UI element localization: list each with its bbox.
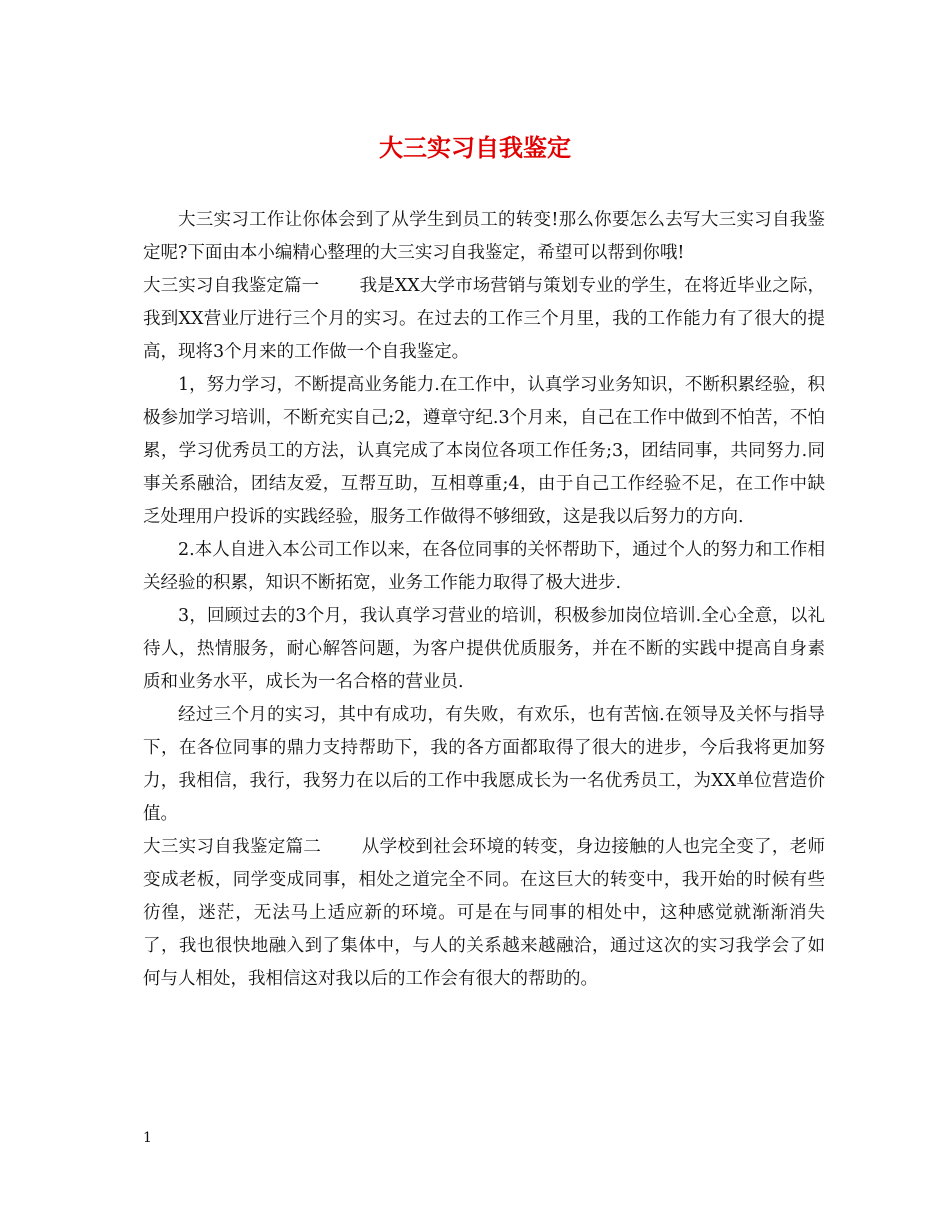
section-two-lead-paragraph: [143, 831, 825, 996]
section-one-lead-text: 我是XX大学市场营销与策划专业的学生，在将近毕业之际，我到XX营业厅进行三个月的实习。在过去的工作三个月里，我的工作能力有了很大的提高，现将3个月来的工作做一个自我鉴定。: [143, 276, 825, 362]
section-one-paragraph-4: 经过三个月的实习，其中有成功，有失败，有欢乐，也有苦恼.在领导及关怀与指导下，在各位同事的鼎力支持帮助下，我的各方面都取得了很大的进步，今后我将更加努力，我相信，我行，我努力在以后的工作中我愿成长为一名优秀员工，为XX单位营造价值。: [143, 705, 825, 824]
page-number: 1: [143, 1130, 152, 1146]
section-two-heading: 大三实习自我鉴定篇二: [143, 837, 322, 857]
section-one-paragraph-1: 1，努力学习，不断提高业务能力.在工作中，认真学习业务知识，不断积累经验，积极参加学习培训，不断充实自己;2，遵章守纪.3个月来，自己在工作中做到不怕苦，不怕累，学习优秀员工的方法，认真完成了本岗位各项工作任务;3，团结同事，共同努力.同事关系融洽，团结友爱，互帮互助，互相尊重;4，由于自己工作经验不足，在工作中缺乏处理用户投诉的实践经验，服务工作做得不够细致，这是我以后努力的方向.: [143, 375, 825, 527]
page-title: 大三实习自我鉴定: [379, 133, 571, 162]
section-two-lead-text: 从学校到社会环境的转变，身边接触的人也完全变了，老师变成老板，同学变成同事，相处之道完全不同。在这巨大的转变中，我开始的时候有些彷徨，迷茫，无法马上适应新的环境。可是在与同事的相处中，这种感觉就渐渐消失了，我也很快地融入到了集体中，与人的关系越来越融洽，通过这次的实习我学会了如何与人相处，我相信这对我以后的工作会有很大的帮助的。: [143, 837, 825, 989]
section-one-lead-paragraph: [143, 270, 825, 369]
intro-paragraph: 大三实习工作让你体会到了从学生到员工的转变!那么你要怎么去写大三实习自我鉴定呢?下面由本小编精心整理的大三实习自我鉴定，希望可以帮到你哦!: [143, 210, 825, 263]
section-one-paragraph-2: 2.本人自进入本公司工作以来，在各位同事的关怀帮助下，通过个人的努力和工作相关经验的积累，知识不断拓宽，业务工作能力取得了极大进步.: [143, 540, 825, 593]
section-one-paragraph-3: 3，回顾过去的3个月，我认真学习营业的培训，积极参加岗位培训.全心全意，以礼待人，热情服务，耐心解答问题，为客户提供优质服务，并在不断的实践中提高自身素质和业务水平，成长为一名合格的营业员.: [143, 606, 825, 692]
section-one-heading: 大三实习自我鉴定篇一: [143, 276, 320, 296]
document-body: [143, 204, 825, 996]
